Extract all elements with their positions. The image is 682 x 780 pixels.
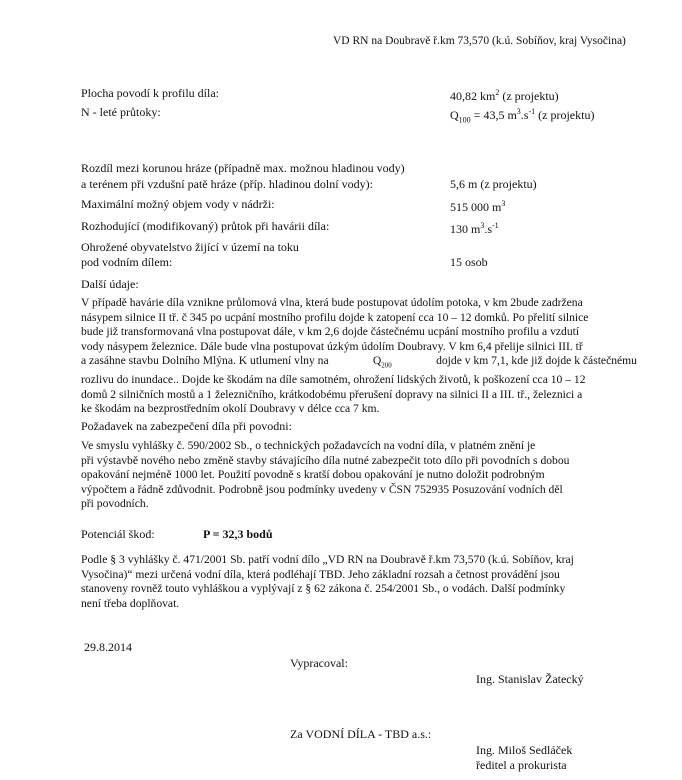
further-data-line: ke škodám na bezprostředním okolí Doubravy v délce cca 7 km. <box>81 402 380 416</box>
requirements-line: při povodních. <box>81 497 149 511</box>
catchment-area-value: 40,82 $km^2$ (z projektu) <box>450 88 559 103</box>
max-volume-label: Maximální možný objem vody v nádrži: <box>81 197 275 211</box>
further-data-line: bude již transformovaná vlna postupovat dále, v km 2,6 dojde částečnému ucpání mostního profilu a vzdutí <box>81 325 580 339</box>
population-label-line1: Ohrožené obyvatelstvo žijící v území na toku <box>81 240 299 254</box>
closing-line: Podle § 3 vyhlášky č. 471/2001 Sb. patří vodní dílo „VD RN na Doubravě ř.km 73,570 (k.ú. Sobíňov, kraj <box>81 553 574 566</box>
decisive-flow-label: Rozhodující (modifikovaný) průtok při havárii díla: <box>81 219 330 233</box>
prepared-by-label: Vypracoval: <box>290 656 348 670</box>
further-data-line: násypem silnice II tř. č 345 po ucpání mostního profilu dojde k zatopení cca 10 – 12 domků. Po přelití silnice <box>81 310 589 324</box>
further-data-line: vody násypem železnice. Dále bude vlna postupovat úzkým údolím Doubravy. V km 6,4 přelije silnici III. tř <box>81 339 583 353</box>
population-label-line2: pod vodním dílem: <box>81 255 173 269</box>
document-header: VD RN na Doubravě ř.km 73,570 (k.ú. Sobíňov, kraj Vysočina) <box>333 35 626 47</box>
closing-line: Vysočina)“ mezi určená vodní díla, která podléhají TBD. Jeho základní rozsah a četnost provádění jsou <box>81 567 560 581</box>
flood-flows-value: $Q_{100} = 43,5$ $m^3.s^{-1}$ (z projektu) <box>450 107 595 125</box>
further-data-line: rozlivu do inundace.. Dojde ke škodám na díle samotném, ohrožení lidských životů, k poškození cca 10 – 12 <box>81 373 586 387</box>
director-name: Ing. Miloš Sedláček <box>476 743 573 757</box>
closing-line: stanoveny rovněž touto vyhláškou a vyplývají z § 62 zákona č. 254/2001 Sb., o vodách. Další podmínky <box>81 582 566 596</box>
height-difference-label-line2: a terénem při vzdušní patě hráze (příp. hladinou dolní vody): <box>81 177 373 191</box>
requirements-line: Ve smyslu vyhlášky č. 590/2002 Sb., o technických požadavcích na vodní díla, v platném znění je <box>81 439 536 452</box>
damage-potential-value: P = 32,3 bodů <box>203 527 273 541</box>
prepared-by-name: Ing. Stanislav Žatecký <box>476 672 584 686</box>
catchment-area-label: Plocha povodí k profilu díla: <box>81 86 219 100</box>
further-data-line: domů 2 silničních mostů a 1 železničního, krátkodobému přerušení dopravy na silnici II a III. tř., železnici a <box>81 387 583 401</box>
max-volume-value: 515 000 $m^3$ <box>450 199 506 214</box>
requirements-heading: Požadavek na zabezpečení díla při povodni: <box>81 419 292 433</box>
height-difference-label-line1: Rozdíl mezi korunou hráze (případně max. možnou hladinou vody) <box>81 161 405 175</box>
requirements-line: opakování nejméně 1000 let. Použití povodně s kratší dobou opakování je nutno doložit podrobným <box>81 468 545 482</box>
further-data-line-with-q: a zasáhne stavbu Dolního Mlýna. K utlumení vlny na $Q_{200}$ dojde v km 7,1, kde již dojde k částečnému <box>81 354 637 373</box>
damage-potential-label: Potenciál škod: <box>81 527 155 541</box>
further-data-paragraph <box>81 296 637 417</box>
further-data-heading: Další údaje: <box>81 277 139 291</box>
company-label: Za VODNÍ DÍLA - TBD a.s.: <box>290 727 432 741</box>
closing-line: není třeba doplňovat. <box>81 596 180 610</box>
population-value: 15 osob <box>450 255 488 269</box>
flood-flows-label: N - leté průtoky: <box>81 105 161 119</box>
requirements-paragraph <box>81 439 637 512</box>
q200-symbol: $Q_{200}$ <box>372 354 392 370</box>
height-difference-value: 5,6 m (z projektu) <box>450 177 537 191</box>
document-date: 29.8.2014 <box>84 640 132 654</box>
closing-paragraph <box>81 553 637 611</box>
requirements-line: při výstavbě nového nebo změně stavby stávajícího díla nutné zabezpečit toto dílo při povodních s dobou <box>81 453 570 467</box>
requirements-line: výpočtem a řádně zdůvodnit. Podrobně jsou podmínky uvedeny v ČSN 752935 Posuzování vodních děl <box>81 482 563 496</box>
director-title: ředitel a prokurista <box>476 758 567 772</box>
further-data-line: V případě havárie díla vznikne průlomová vlna, která bude postupovat údolím potoka, v km 2bude zadržena <box>81 296 583 309</box>
decisive-flow-value: 130 $m^3.s^{-1}$ <box>450 221 499 236</box>
